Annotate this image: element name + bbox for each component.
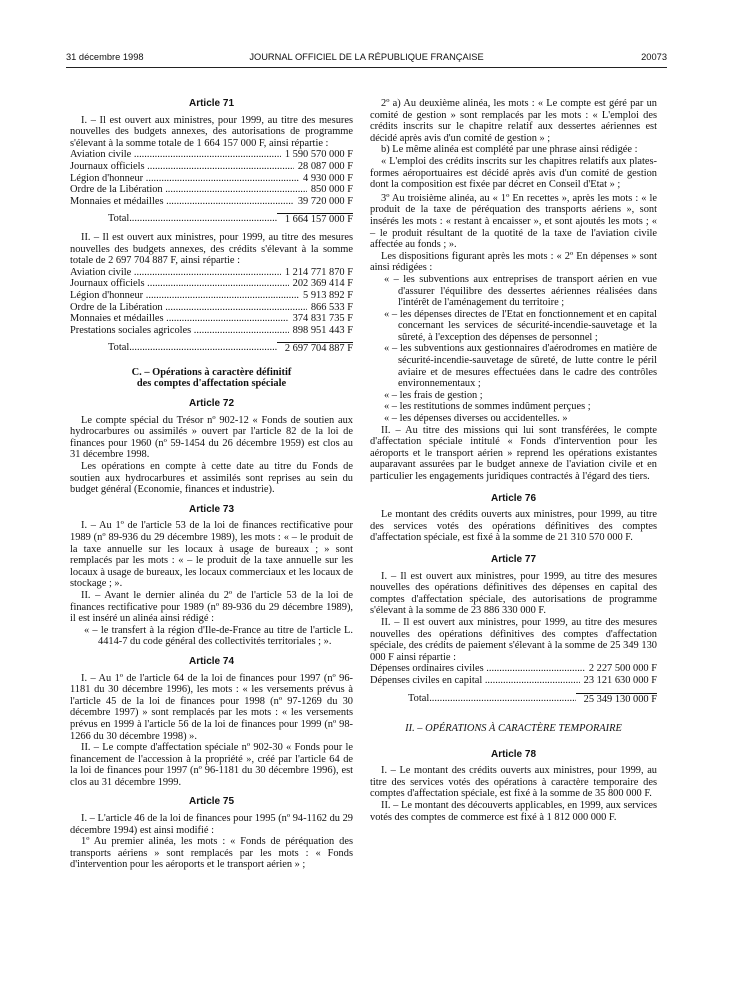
article-75-bullet: « – les dépenses directes de l'Etat en fonctionnement et en capital concernant les services de sécurité-incendie-sauvetage et la sûreté, à l'exception des dépenses de personnel ; — [370, 309, 657, 344]
article-75-bullet: « – les dépenses diverses ou accidentelles. » — [370, 413, 657, 425]
article-75-paragraph-7: Les dispositions figurant après les mots : « 2º En dépenses » sont ainsi rédigées : — [370, 250, 657, 274]
article-77-paragraph-1: I. – Il est ouvert aux ministres, pour 1999, au titre des mesures nouvelles des opérations définitives des dépenses en capital des comptes d'affectation spéciale, des autorisations de programme s'élevant à la somme de 23 886 330 000 F. — [370, 570, 657, 617]
article-75-paragraph-2: 1º Au premier alinéa, les mots : « Fonds de péréquation des transports aériens » sont remplacés par les mots : « Fonds d'intervention pour les aéroports et le transport aérien » ; — [70, 836, 353, 871]
article-75-bullet: « – les frais de gestion ; — [370, 390, 657, 402]
table-row: Monnaies et médailles ..... 374 831 735 F — [70, 313, 353, 325]
table-77-credits — [370, 663, 657, 705]
article-71-paragraph-1: I. – Il est ouvert aux ministres, pour 1999, au titre des mesures nouvelles des budgets annexes, des autorisations de programme s'élevant à la somme totale de 1 664 157 000 F, ainsi répartie : — [70, 114, 353, 149]
header-date: 31 décembre 1998 — [66, 52, 144, 62]
table-row: Journaux officiels ..... 202 369 414 F — [70, 278, 353, 290]
article-75-paragraph-4: b) Le même alinéa est complété par une phrase ainsi rédigée : — [381, 144, 638, 156]
article-73-bullet: « – le transfert à la région d'Ile-de-France au titre de l'article L. 4414-7 du code général des collectivités territoriales ; ». — [70, 625, 353, 648]
article-73-title: Article 73 — [188, 503, 235, 515]
article-75-paragraph-8: II. – Au titre des missions qui lui sont transférées, le compte d'affectation spéciale intitulé « Fonds d'intervention pour les aéroports et le transport aérien » reprend les opérations existantes auparavant assurées par le budget annexe de l'aviation civile et en particulier les engagements juridiques contractés à l'égard des tiers. — [370, 424, 657, 482]
article-78-paragraph-1: I. – Le montant des crédits ouverts aux ministres, pour 1999, au titre des services votés des opérations à caractère temporaire des comptes d'affectation spéciale, est fixé à la somme de 35 800 000 F. — [370, 765, 657, 800]
article-75-bullet: « – les restitutions de sommes indûment perçues ; — [370, 401, 657, 413]
article-75-paragraph-6: 3º Au troisième alinéa, au « 1º En recettes », après les mots : « le produit de la taxe de péréquation des transports aériens », sont insérés les mots : « restant à encaisser », et sont ajoutés les mots ; « – le produit résultant de la quotité de la taxe de l'aviation civile affectée au fonds ; ». — [370, 192, 657, 251]
article-74-paragraph-1: I. – Au 1º de l'article 64 de la loi de finances pour 1997 (nº 96-1181 du 30 décembre 1996), les mots : « les versements prévus à l'article 45 de la loi de finances pour 1998 (nº 97-1269 du 30 décembre 1997) » sont remplacés par les mots : « les versements prévus en 1999 à l'article 56 de la loi de finances pour 1999 (nº 98-1266 du 30 décembre 1998) ». — [70, 672, 353, 742]
table-total-row: Total ..... 25 349 130 000 F — [370, 693, 657, 706]
article-78-paragraph-2: II. – Le montant des découverts applicables, en 1999, aux services votés des comptes de commerce est fixé à 1 812 000 000 F. — [370, 800, 657, 823]
table-row: Légion d'honneur ..... 4 930 000 F — [70, 173, 353, 185]
article-75-paragraph-1: I. – L'article 46 de la loi de finances pour 1995 (nº 94-1162 du 29 décembre 1994) est ainsi modifié : — [70, 813, 353, 836]
table-row: Dépenses ordinaires civiles ..... 2 227 500 000 F — [370, 663, 657, 675]
table-row: Ordre de la Libération ..... 866 533 F — [70, 302, 353, 314]
article-73-paragraph-1: I. – Au 1º de l'article 53 de la loi de finances rectificative pour 1989 (nº 89-936 du 29 décembre 1989), les mots : « – le produit de la taxe annuelle sur les locaux à usage de bureaux ; » sont remplacés par les mots : « – le produit de la taxe annuelle sur les locaux à usage de bureaux, les locaux commerciaux et les locaux de stockage ; ». — [70, 520, 353, 590]
table-71-programmes — [70, 149, 353, 226]
article-77-paragraph-2: II. – Il est ouvert aux ministres, pour 1999, au titre des mesures nouvelles des opérations définitives des comptes d'affectation spéciale, des crédits de paiement s'élevant à la somme de 25 349 130 000 F ainsi répartie : — [370, 616, 657, 663]
article-78-title: Article 78 — [490, 748, 537, 760]
article-72-title: Article 72 — [188, 398, 235, 410]
table-row: Journaux officiels ..... 28 087 000 F — [70, 161, 353, 173]
table-row: Aviation civile ..... 1 214 771 870 F — [70, 267, 353, 279]
article-75-bullet: « – les subventions aux gestionnaires d'aérodromes en matière de sécurité-incendie-sauvetage de sûreté, de lutte contre le péril aviaire et de mesures effectuées dans le cadre des contrôles environnementaux ; — [370, 343, 657, 389]
section-ii-heading: II. – OPÉRATIONS À CARACTÈRE TEMPORAIRE — [405, 723, 622, 735]
table-row: Légion d'honneur ..... 5 913 892 F — [70, 290, 353, 302]
article-71-title: Article 71 — [188, 98, 235, 109]
header-rule — [66, 67, 667, 68]
article-76-title: Article 76 — [490, 492, 537, 504]
section-c-line-2: des comptes d'affectation spéciale — [136, 378, 287, 390]
article-77-title: Article 77 — [490, 553, 537, 565]
right-column — [370, 98, 657, 823]
article-76-paragraph-1: Le montant des crédits ouverts aux ministres, pour 1999, au titre des services votés des opérations définitives des comptes d'affectation spéciale, est fixé à la somme de 21 310 570 000 F. — [370, 509, 657, 544]
section-c-line-1: C. – Opérations à caractère définitif — [131, 366, 292, 378]
section-c-heading — [70, 367, 353, 390]
table-total-row: Total ..... 1 664 157 000 F — [70, 213, 353, 226]
table-total-row: Total ..... 2 697 704 887 F — [70, 342, 353, 355]
left-column — [70, 98, 353, 871]
table-row: Monnaies et médailles ..... 39 720 000 F — [70, 196, 353, 208]
table-71-credits — [70, 267, 353, 355]
article-71-paragraph-2: II. – Il est ouvert aux ministres, pour 1999, au titre des mesures nouvelles des budgets annexes, des crédits s'élevant à la somme totale de 2 697 704 887 F, ainsi répartie : — [70, 231, 353, 267]
article-72-paragraph-2: Les opérations en compte à cette date au titre du Fonds de soutien aux hydrocarbures et assimilés sont reprises au sein du budget général (Economie, finances et industrie). — [70, 461, 353, 496]
table-row: Ordre de la Libération ..... 850 000 F — [70, 184, 353, 196]
article-74-paragraph-2: II. – Le compte d'affectation spéciale nº 902-30 « Fonds pour le financement de l'accession à la propriété », créé par l'article 64 de la loi de finances pour 1997 (nº 96-1181 du 30 décembre 1996), est clos au 31 décembre 1999. — [70, 742, 353, 788]
article-74-title: Article 74 — [188, 655, 235, 667]
article-75-bullet: « – les subventions aux entreprises de transport aérien en vue d'assurer l'équilibre des dessertes aériennes réalisées dans l'intérêt de l'aménagement du territoire ; — [370, 274, 657, 309]
article-75-paragraph-5: « L'emploi des crédits inscrits sur les chapitres relatifs aux plates-formes aéroportuaires est décidé après avis d'un comité de gestion dont la composition est fixée par décret en Conseil d'Etat » ; — [370, 155, 657, 191]
article-72-paragraph-1: Le compte spécial du Trésor nº 902-12 « Fonds de soutien aux hydrocarbures ou assimilés » ouvert par l'article 82 de la loi de finances pour 1960 (nº 59-1454 du 26 décembre 1959) est clos au 31 décembre 1998. — [70, 414, 353, 461]
header-journal-title: JOURNAL OFFICIEL DE LA RÉPUBLIQUE FRANÇAISE — [249, 52, 484, 62]
article-75-paragraph-3: 2º a) Au deuxième alinéa, les mots : « Le compte est géré par un comité de gestion » sont remplacés par les mots : « L'emploi des crédits inscrits sur le chapitre relatif aux dessertes aériennes est décidé après avis d'un comité de gestion » ; — [370, 98, 657, 144]
table-row: Aviation civile ..... 1 590 570 000 F — [70, 149, 353, 161]
table-row: Dépenses civiles en capital ..... 23 121 630 000 F — [370, 675, 657, 687]
table-row: Prestations sociales agricoles ..... 898 951 443 F — [70, 325, 353, 337]
article-73-paragraph-2: II. – Avant le dernier alinéa du 2º de l'article 53 de la loi de finances rectificative pour 1989 (nº 89-936 du 29 décembre 1989), il est inséré un alinéa ainsi rédigé : — [70, 589, 353, 625]
header-page-number: 20073 — [641, 52, 667, 62]
page-header — [66, 52, 667, 66]
article-75-title: Article 75 — [188, 796, 235, 808]
